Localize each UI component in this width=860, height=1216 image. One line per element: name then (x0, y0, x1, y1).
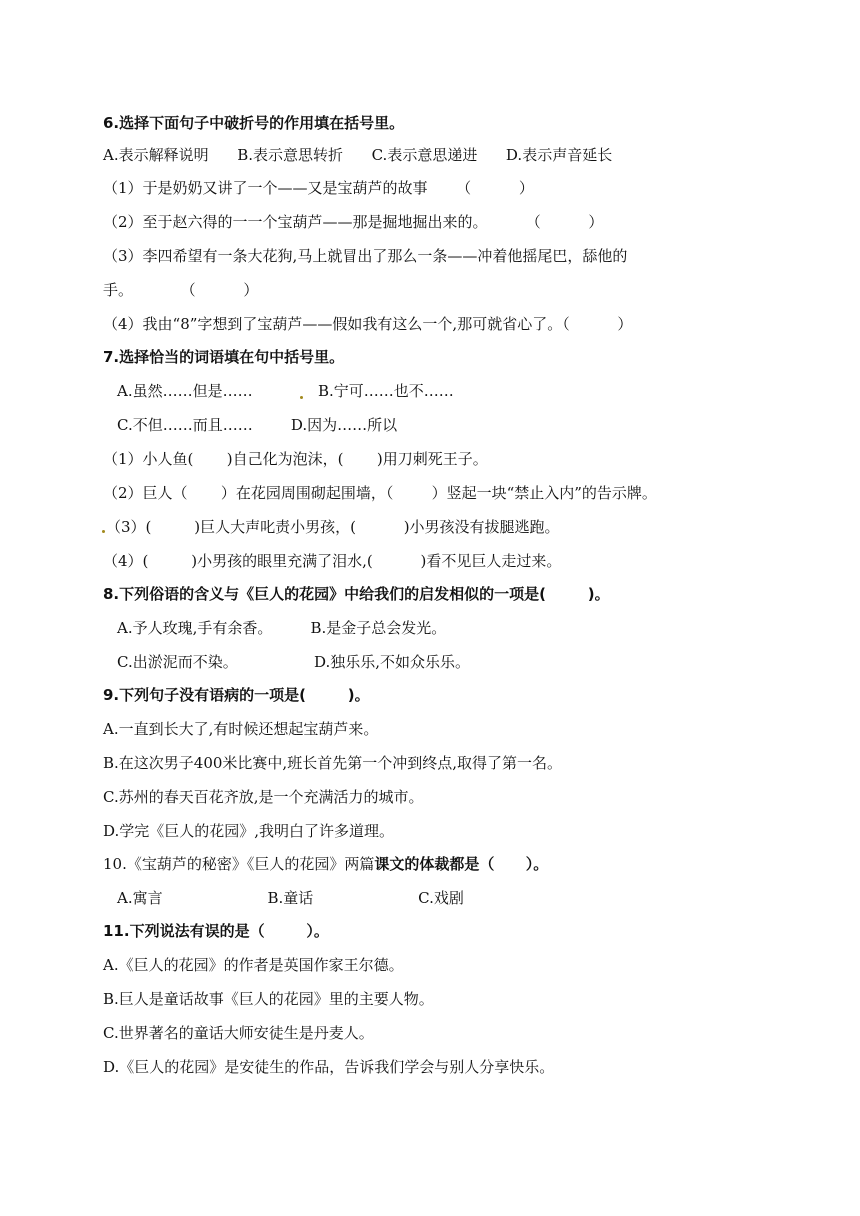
q9-title: 9.下列句子没有语病的一项是( )。 (103, 686, 370, 704)
q10-title (103, 853, 548, 875)
q6-item-1: （1）于是奶奶又讲了一个——又是宝葫芦的故事 （ ） (103, 179, 534, 197)
q6-options: A.表示解释说明 B.表示意思转折 C.表示意思递进 D.表示声音延长 (103, 146, 613, 164)
q6-item-3: （3）李四希望有一条大花狗,马上就冒出了那么一条——冲着他摇尾巴，舔他的 (103, 247, 628, 265)
q11-option-a: A.《巨人的花园》的作者是英国作家王尔德。 (103, 956, 404, 974)
q10-options: A.寓言 B.童话 C.戏剧 (117, 889, 464, 907)
q9-option-c: C.苏州的春天百花齐放,是一个充满活力的城市。 (103, 788, 424, 806)
q11-title: 11.下列说法有误的是（ ）。 (103, 922, 329, 940)
q6-title: 6.选择下面句子中破折号的作用填在括号里。 (103, 114, 405, 132)
q7-options-cd: C.不但……而且…… D.因为……所以 (117, 416, 398, 434)
q7-title: 7.选择恰当的词语填在句中括号里。 (103, 348, 345, 366)
q7-option-b: B.宁可……也不…… (318, 382, 454, 400)
q7-item-1: （1）小人鱼( )自己化为泡沫，( )用刀刺死王子。 (103, 450, 488, 468)
q10-title-plain: 10.《宝葫芦的秘密》《巨人的花园》两篇 (103, 855, 375, 873)
q7-item-2: （2）巨人（ ）在花园周围砌起围墙，（ ）竖起一块“禁止入内”的告示牌。 (103, 484, 657, 502)
q10-title-bold: 课文的体裁都是（ ）。 (374, 855, 549, 873)
q7-item-4: （4）( )小男孩的眼里充满了泪水,( )看不见巨人走过来。 (103, 552, 562, 570)
stray-dot-mark (300, 396, 303, 399)
q9-option-d: D.学完《巨人的花园》,我明白了许多道理。 (103, 822, 395, 840)
q8-title: 8.下列俗语的含义与《巨人的花园》中给我们的启发相似的一项是( )。 (103, 585, 610, 603)
q6-item-2: （2）至于赵六得的一一个宝葫芦——那是掘地掘出来的。 （ ） (103, 213, 604, 231)
q9-option-a: A.一直到长大了,有时候还想起宝葫芦来。 (103, 720, 379, 738)
q11-option-d: D.《巨人的花园》是安徒生的作品，告诉我们学会与别人分享快乐。 (103, 1058, 555, 1076)
q8-options-ab: A.予人玫瑰,手有余香。 B.是金子总会发光。 (117, 619, 447, 637)
q7-item-3: （3）( )巨人大声叱责小男孩，( )小男孩没有拔腿逃跑。 (106, 518, 560, 536)
q7-option-a: A.虽然……但是…… (117, 382, 253, 400)
stray-dot-mark (102, 530, 105, 533)
q8-options-cd: C.出淤泥而不染。 D.独乐乐,不如众乐乐。 (117, 653, 471, 671)
q11-option-b: B.巨人是童话故事《巨人的花园》里的主要人物。 (103, 990, 434, 1008)
q6-item-3-cont: 手。 （ ） (103, 281, 259, 299)
q11-option-c: C.世界著名的童话大师安徒生是丹麦人。 (103, 1024, 374, 1042)
q9-option-b: B.在这次男子400米比赛中,班长首先第一个冲到终点,取得了第一名。 (103, 754, 562, 772)
q6-item-4: （4）我由“8”字想到了宝葫芦——假如我有这么一个,那可就省心了。（ ） (103, 315, 633, 333)
